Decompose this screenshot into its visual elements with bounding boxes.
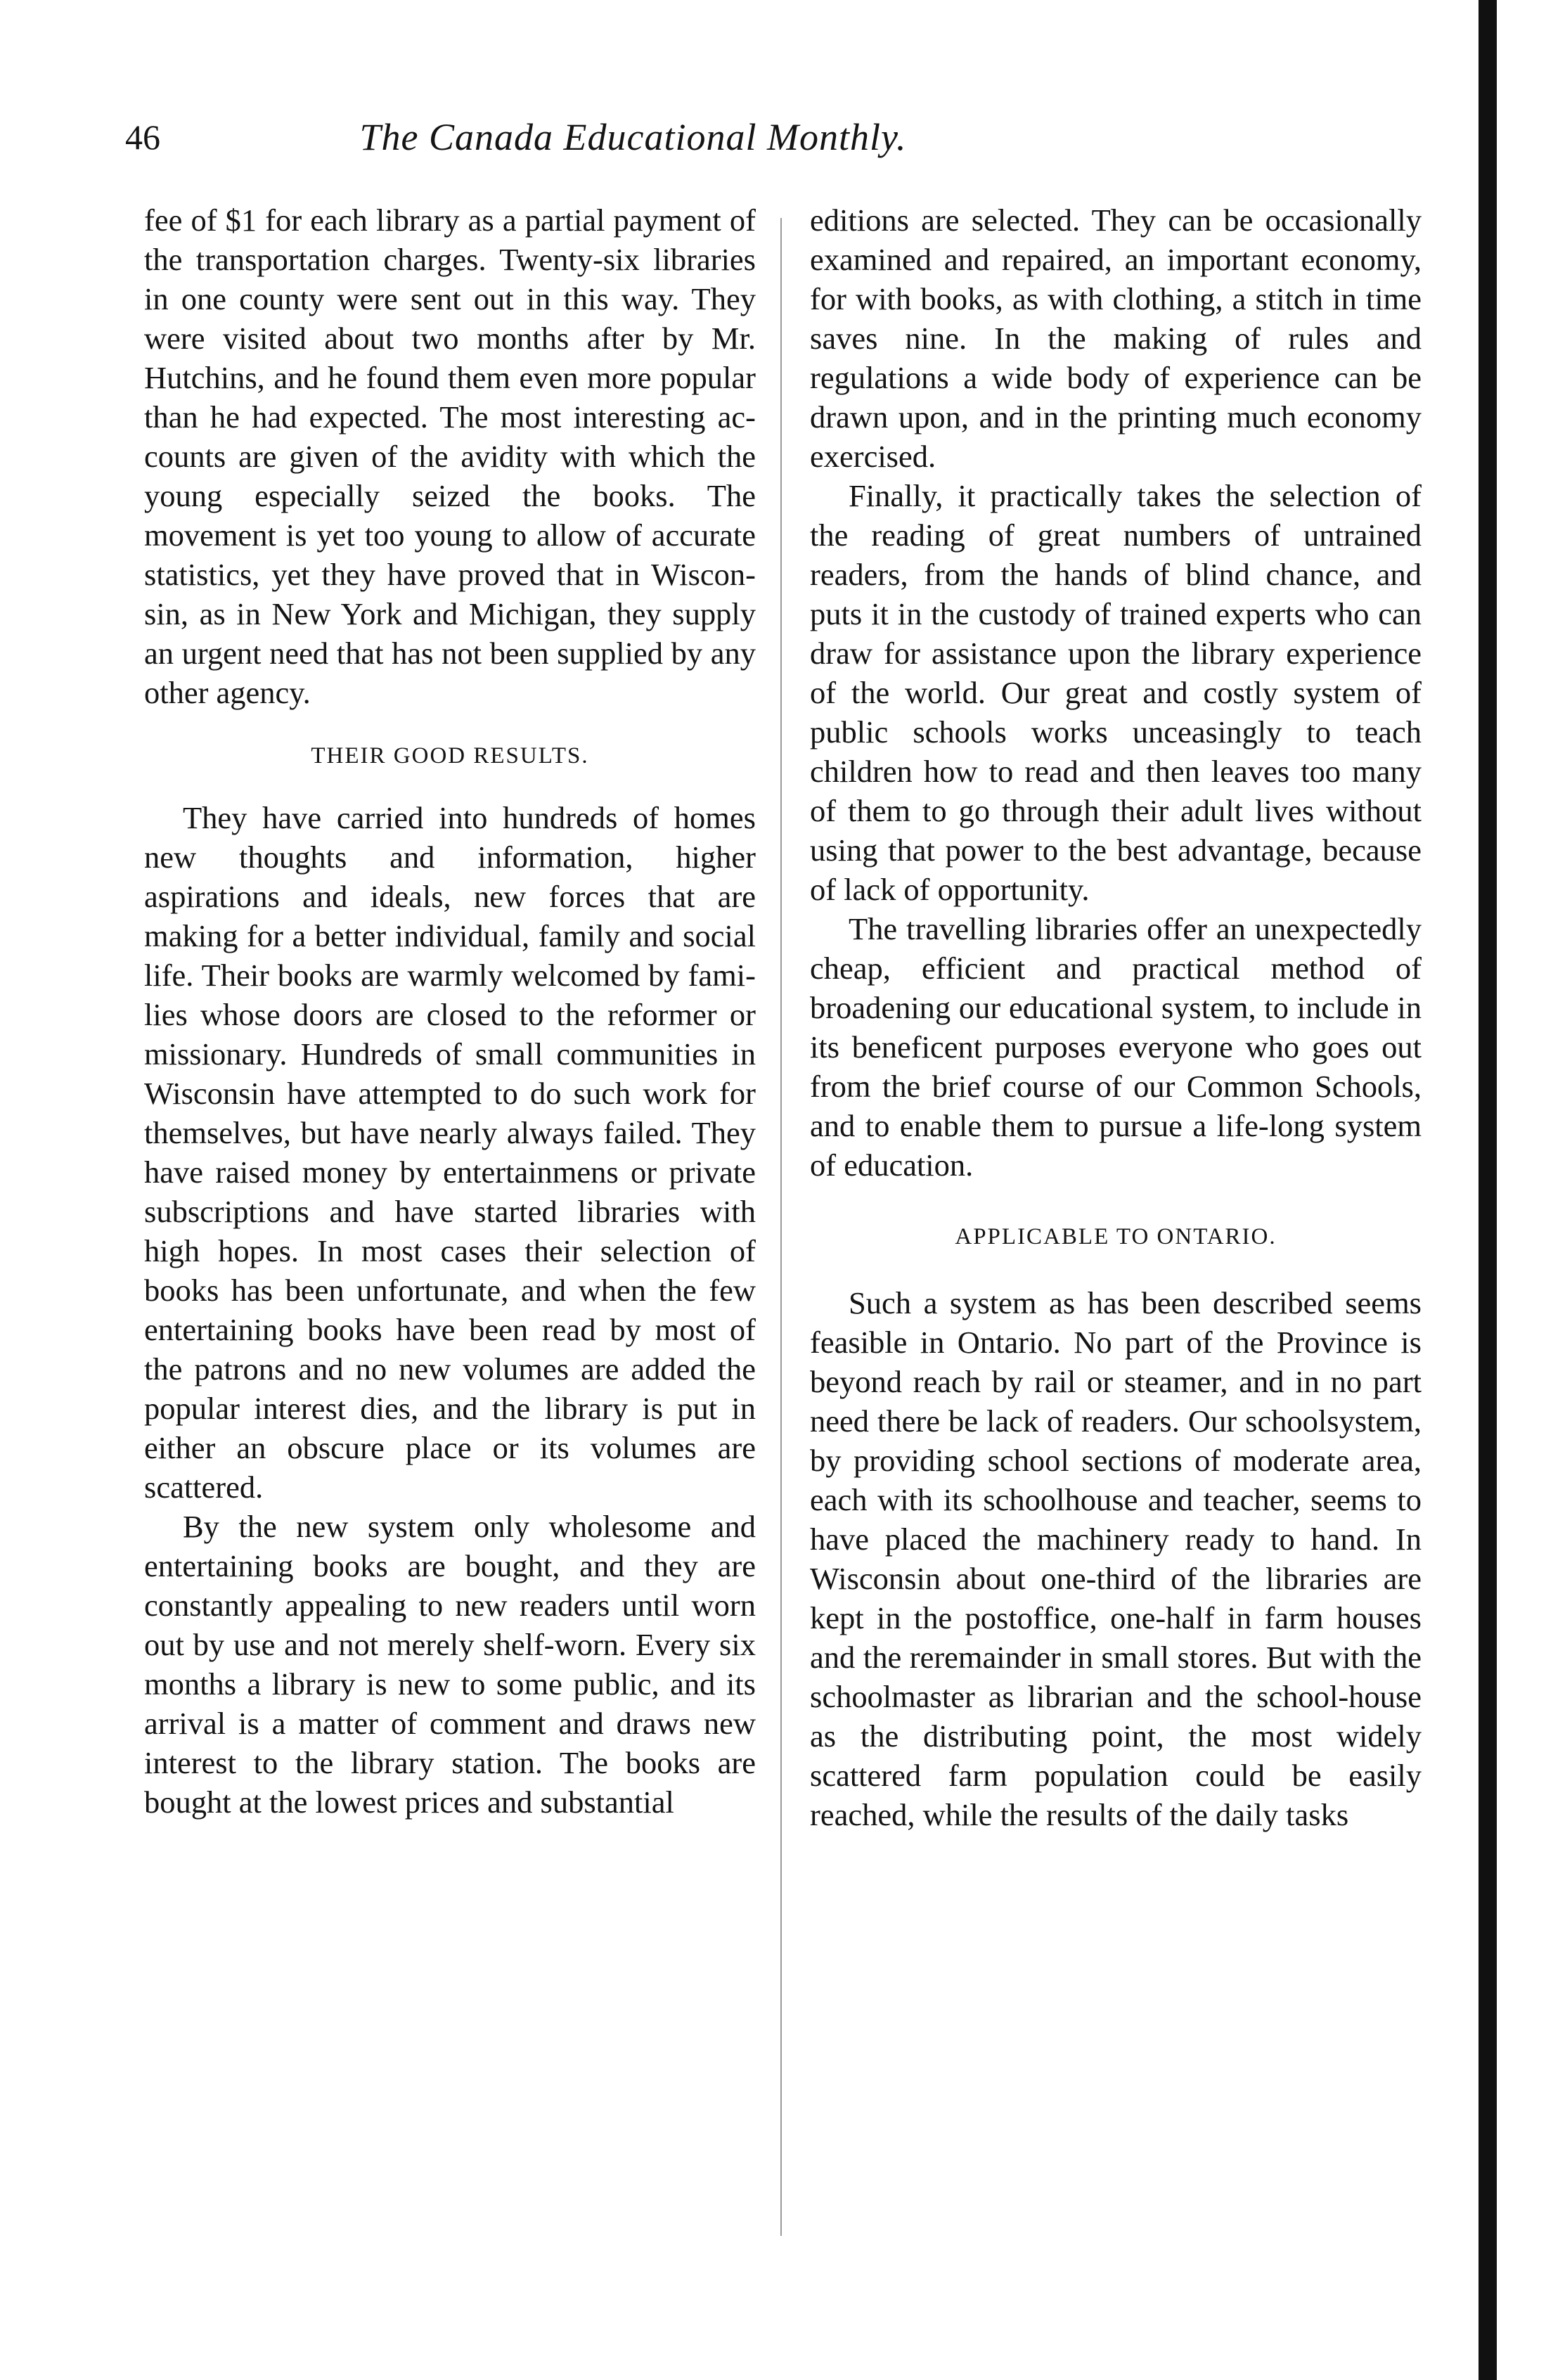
right-paragraph-1: editions are selected. They can be occasionally examined and repaired, an important economy, for with books, as with clothing, a stitch in time saves nine. In the making of rules and regulations a wide body of experience can be drawn upon, and in the printing much economy exercised. <box>810 202 1422 474</box>
right-paragraph-3: The travelling libraries offer an unexpectedly cheap, efficient and practical method of broadening our educational system, to include in its beneficent purposes everyone who goes out from the brief course of our Common Schools, and to enable them to pursue a life-long system of education. <box>810 911 1422 1183</box>
scan-edge-bar <box>1479 0 1497 2380</box>
right-paragraph-4: Such a system as has been described seems feasible in Ontario. No part of the Province is beyond reach by rail or steamer, and in no part need there be lack of readers. Our schoolsystem, by providing school sections of moderate area, each with its schoolhouse and teacher, seems to have placed the machinery ready to hand. In Wisconsin about one-third of the libraries are kept in the postoffice, one-half in farm houses and the reremainder in small stores. But with the schoolmaster as librarian and the school-house as the distributing point, the most widely scattered farm population could be easily reached, while the results of the daily tasks <box>810 1285 1422 1832</box>
running-title: The Canada Educational Monthly. <box>359 116 907 158</box>
right-column <box>810 200 1422 1834</box>
left-column <box>144 200 756 1822</box>
left-paragraph-3: By the new system only wholesome and entertaining books are bought, and they are constantly appealing to new readers until worn out by use and not merely shelf-worn. Every six months a library is new to some public, and its arrival is a matter of comment and draws new interest to the library station. The books are bought at the lowest prices and substantial <box>144 1509 756 1820</box>
right-paragraph-2: Finally, it practically takes the selection of the reading of great numbers of untrained readers, from the hands of blind chance, and puts it in the custody of trained experts who can draw for assistance upon the library experience of the world. Our great and costly system of public schools works unceasingly to teach children how to read and then leaves too many of them to go through their adult lives without using that power to the best advantage, because of lack of opportunity. <box>810 478 1422 907</box>
left-paragraph-1: fee of $1 for each library as a partial payment of the transportation charges. Twenty-six libraries in one county were sent out in this way. They were visited about two months after by Mr. Hutchins, and he found them even more popular than he had expected. The most interesting accounts are given of the avidity with which the young especially seized the books. The movement is yet too young to allow of accurate statistics, yet they have proved that in Wisconsin, as in New York and Michigan, they supply an urgent need that has not been supplied by any other agency. <box>144 202 756 710</box>
page-number: 46 <box>125 117 160 157</box>
column-divider <box>780 218 782 2236</box>
section-heading-their-good-results: THEIR GOOD RESULTS. <box>311 743 589 768</box>
left-paragraph-2: They have carried into hundreds of homes new thoughts and information, higher aspirations and ideals, new forces that are making for a better individual, family and social life. Their books are warmly welcomed by families whose doors are closed to the reformer or missionary. Hundreds of small communities in Wisconsin have attempted to do such work for themselves, but have nearly always failed. They have raised money by entertainmens or private subscriptions and have started libraries with high hopes. In most cases their selection of books has been unfortunate, and when the few entertaining books have been read by most of the patrons and no new volumes are added the popular interest dies, and the library is put in either an obscure place or its volumes are scattered. <box>144 800 756 1505</box>
running-header <box>125 112 1141 169</box>
section-heading-applicable-to-ontario: APPLICABLE TO ONTARIO. <box>955 1224 1277 1249</box>
